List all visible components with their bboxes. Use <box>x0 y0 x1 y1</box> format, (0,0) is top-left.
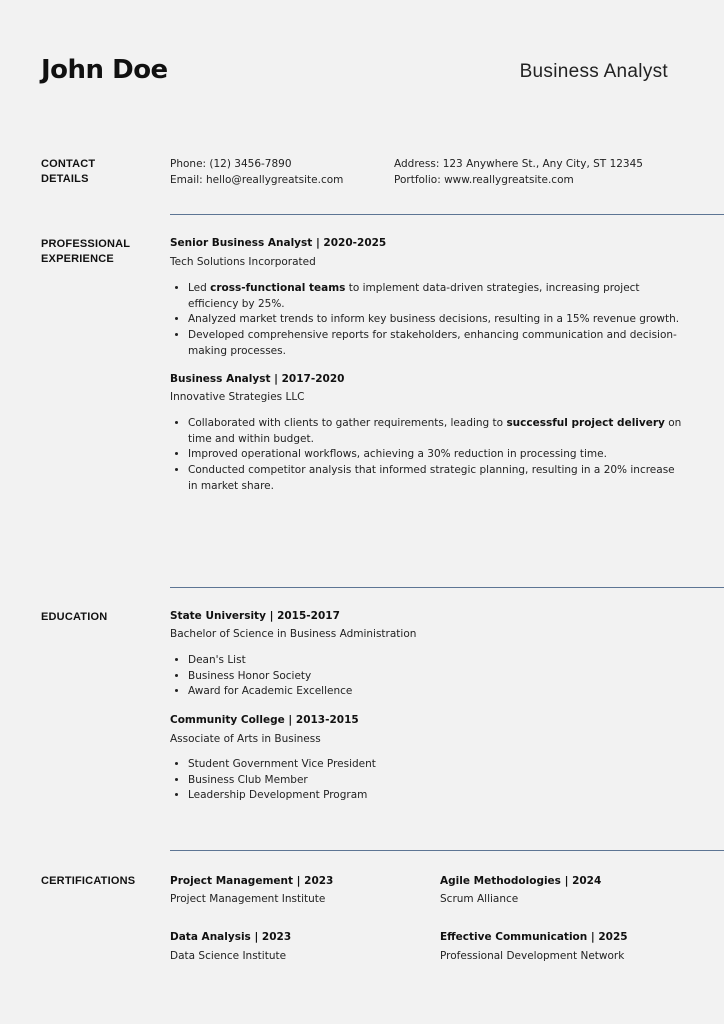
school-bullet-list <box>170 757 683 804</box>
contact-phone: Phone: (12) 3456-7890 <box>170 158 292 170</box>
job-company: Innovative Strategies LLC <box>170 391 305 403</box>
list-item: • Business Club Member <box>188 773 683 789</box>
section-divider <box>170 214 724 215</box>
job-company: Tech Solutions Incorporated <box>170 256 316 268</box>
resume-role: Business Analyst <box>519 61 668 82</box>
list-item: • Business Honor Society <box>188 669 683 685</box>
cert-issuer: Data Science Institute <box>170 950 287 962</box>
contact-portfolio: Portfolio: www.reallygreatsite.com <box>394 174 574 186</box>
experience-label-line1: PROFESSIONAL <box>41 238 131 250</box>
school-title: State University | 2015-2017 <box>170 610 340 622</box>
list-item: • Leadership Development Program <box>188 788 683 804</box>
job-title: Senior Business Analyst | 2020-2025 <box>170 237 387 249</box>
school-degree: Bachelor of Science in Business Administration <box>170 628 417 640</box>
job-bullet-list <box>170 416 683 495</box>
school-degree: Associate of Arts in Business <box>170 733 321 745</box>
list-item: • Analyzed market trends to inform key business decisions, resulting in a 15% revenue growth. <box>188 312 683 328</box>
experience-section-label <box>41 237 130 267</box>
list-item: • Collaborated with clients to gather requirements, leading to successful project delivery on time and within budget. <box>188 416 683 447</box>
list-item: • Improved operational workflows, achieving a 30% reduction in processing time. <box>188 447 683 463</box>
resume-name: John Doe <box>41 55 168 85</box>
cert-issuer: Project Management Institute <box>170 893 326 905</box>
cert-title: Agile Methodologies | 2024 <box>440 875 602 887</box>
job-title: Business Analyst | 2017-2020 <box>170 373 345 385</box>
cert-issuer: Scrum Alliance <box>440 893 519 905</box>
section-divider <box>170 850 724 851</box>
contact-label-line1: CONTACT <box>41 158 96 170</box>
list-item: • Award for Academic Excellence <box>188 684 683 700</box>
contact-label-line2: DETAILS <box>41 173 89 185</box>
contact-email: Email: hello@reallygreatsite.com <box>170 174 344 186</box>
contact-address: Address: 123 Anywhere St., Any City, ST 12345 <box>394 158 643 170</box>
cert-title: Effective Communication | 2025 <box>440 931 628 943</box>
section-divider <box>170 587 724 588</box>
certifications-section-label: CERTIFICATIONS <box>41 875 136 887</box>
list-item: • Developed comprehensive reports for stakeholders, enhancing communication and decision-making processes. <box>188 328 683 359</box>
list-item: • Student Government Vice President <box>188 757 683 773</box>
contact-right-column <box>394 156 643 188</box>
contact-section-label <box>41 157 95 187</box>
list-item: • Dean's List <box>188 653 683 669</box>
experience-label-line2: EXPERIENCE <box>41 253 114 265</box>
cert-issuer: Professional Development Network <box>440 950 625 962</box>
cert-title: Data Analysis | 2023 <box>170 931 292 943</box>
contact-left-column <box>170 156 343 188</box>
list-item: • Led cross-functional teams to implement data-driven strategies, increasing project efficiency by 25%. <box>188 281 683 312</box>
school-bullet-list <box>170 653 683 700</box>
cert-title: Project Management | 2023 <box>170 875 334 887</box>
school-title: Community College | 2013-2015 <box>170 714 359 726</box>
education-section-label: EDUCATION <box>41 611 108 623</box>
job-bullet-list <box>170 281 683 360</box>
list-item: • Conducted competitor analysis that informed strategic planning, resulting in a 20% increase in market share. <box>188 463 683 494</box>
